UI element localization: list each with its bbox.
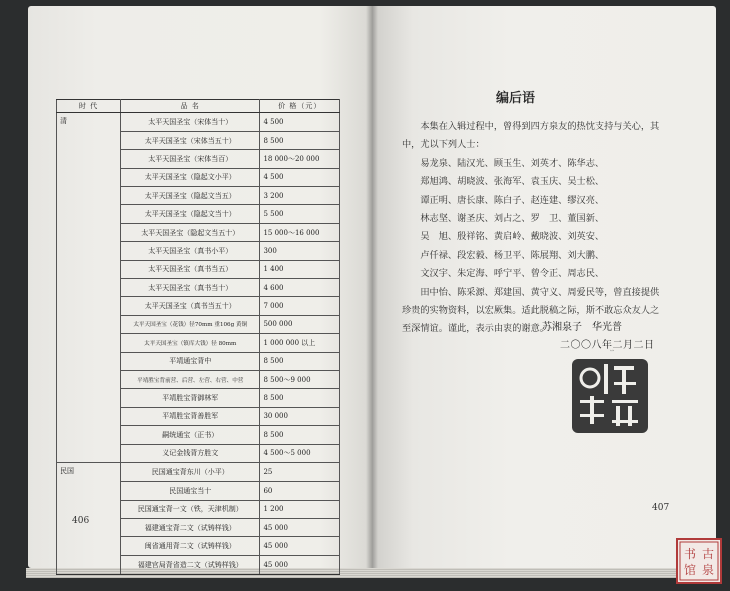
cell-price: 8 500 (260, 352, 340, 370)
seal-text: 华光普印 (610, 351, 614, 352)
afterword-line: 中，尤以下列人士： (402, 139, 485, 151)
cell-name: 闽省通用背二文（试铸样钱） (121, 537, 260, 555)
cell-era (57, 260, 121, 278)
cell-era (57, 426, 121, 444)
cell-era (57, 205, 121, 223)
cell-price: 1 200 (260, 500, 340, 518)
cell-price: 3 200 (260, 187, 340, 205)
cell-name: 太平天国圣宝（隐起文当五） (121, 187, 260, 205)
header-price: 价 格（元） (260, 100, 340, 113)
cell-era (57, 444, 121, 463)
cell-price: 8 500 (260, 131, 340, 149)
cell-price: 5 500 (260, 205, 340, 223)
cell-price: 45 000 (260, 537, 340, 555)
afterword-line: 珍贵的实物资料，以宏厥集。适此脱稿之际，斯不敢忘众友人之 (402, 305, 660, 317)
cell-price: 500 000 (260, 315, 340, 333)
table-row (57, 205, 340, 223)
header-name: 品 名 (121, 100, 260, 113)
book-gutter (366, 6, 378, 568)
cell-price: 15 000～16 000 (260, 223, 340, 241)
table-row (57, 537, 340, 555)
table-row (57, 352, 340, 370)
cell-era (57, 334, 121, 352)
afterword-title: 编后语 (496, 91, 536, 106)
signature-date: 二〇〇八年二月二日 (560, 340, 655, 351)
table-row (57, 260, 340, 278)
cell-era (57, 242, 121, 260)
table-row (57, 242, 340, 260)
afterword-line: 田中怡、陈采源、郑建国、黄守义、周爱民等，曾直接提供 (402, 286, 660, 298)
afterword-line: 谭正明、唐长康、陈白子、赵连建、缪汉亮、 (402, 194, 605, 206)
table-row (57, 187, 340, 205)
cell-name: 平靖胜宝背善胜军 (121, 407, 260, 425)
afterword-line: 本集在入辑过程中，曾得到四方泉友的热忱支持与关心，其 (402, 121, 660, 132)
cell-era (57, 315, 121, 333)
cell-name: 太平天国圣宝（真书当十） (121, 279, 260, 297)
cell-era: 民国 (57, 463, 121, 482)
cell-era (57, 187, 121, 205)
author-seal (570, 351, 650, 436)
table-row (57, 370, 340, 388)
table-row (57, 555, 340, 574)
cell-price: 18 000～20 000 (260, 150, 340, 168)
cell-name: 太平天国圣宝（宋体当十） (121, 113, 260, 132)
cell-name: 嗣统通宝（正书） (121, 426, 260, 444)
cell-name: 民国通宝背东川（小平） (121, 463, 260, 482)
afterword-line: 郑旭鸿、胡晓波、张海军、袁玉庆、吴士松、 (402, 176, 605, 188)
table-row (57, 113, 340, 132)
table-row (57, 389, 340, 407)
cell-price: 300 (260, 242, 340, 260)
cell-price: 45 000 (260, 519, 340, 537)
cell-name: 平靖通宝背中 (121, 352, 260, 370)
svg-text:泉: 泉 (701, 563, 715, 577)
table-row (57, 150, 340, 168)
cell-price: 4 600 (260, 279, 340, 297)
cell-price: 8 500 (260, 426, 340, 444)
cell-name: 义记金钱背方胜文 (121, 444, 260, 463)
cell-era (57, 131, 121, 149)
cell-price: 1 400 (260, 260, 340, 278)
cell-price: 25 (260, 463, 340, 482)
table-row (57, 407, 340, 425)
cell-price: 45 000 (260, 555, 340, 574)
cell-era (57, 223, 121, 241)
cell-price: 7 000 (260, 297, 340, 315)
watermark-stamp (676, 538, 722, 584)
page-number-left: 406 (72, 516, 90, 526)
cell-era (57, 352, 121, 370)
table-row (57, 279, 340, 297)
cell-name: 福建通宝背二文（试铸样钱） (121, 519, 260, 537)
page-number-right: 407 (652, 503, 670, 513)
afterword-line: 文汉宇、朱定海、呼宁平、曾令正、周志民、 (402, 268, 605, 280)
cell-era (57, 279, 121, 297)
cell-name: 太平天国圣宝（隐起文当十） (121, 205, 260, 223)
cell-name: 民国通宝背一文（铁，天津机制） (121, 500, 260, 518)
table-row (57, 426, 340, 444)
afterword-line: 至深情谊。谨此，表示由衷的谢意。 (402, 323, 549, 335)
cell-name: 太平天国圣宝（真书当五十） (121, 297, 260, 315)
table-row (57, 463, 340, 482)
cell-price: 8 500～9 000 (260, 370, 340, 388)
table-row (57, 131, 340, 149)
cell-price: 30 000 (260, 407, 340, 425)
cell-era (57, 389, 121, 407)
cell-name: 太平天国圣宝（隐起文当五十） (121, 223, 260, 241)
cell-era (57, 150, 121, 168)
cell-era: 清 (57, 113, 121, 132)
afterword-body (402, 118, 668, 339)
svg-text:馆: 馆 (683, 563, 697, 577)
table-row (57, 500, 340, 518)
table-row (57, 519, 340, 537)
cell-price: 8 500 (260, 389, 340, 407)
table-header-row (57, 100, 340, 113)
cell-era (57, 537, 121, 555)
cell-name: 太平天国圣宝（宋体当五十） (121, 131, 260, 149)
afterword-line: 吴 旭、殷祥铭、黄启岭、戴晓波、刘英安、 (402, 231, 605, 243)
cell-name: 太平天国圣宝（花钱）径70mm 重106g 黄铜 (121, 315, 260, 333)
price-table (56, 99, 340, 575)
afterword-line: 林志坚、谢圣庆、刘占之、罗 卫、董国新、 (402, 213, 605, 225)
cell-price: 4 500～5 000 (260, 444, 340, 463)
cell-era (57, 168, 121, 186)
header-era: 时 代 (57, 100, 121, 113)
cell-era (57, 297, 121, 315)
svg-text:书: 书 (683, 547, 697, 561)
cell-name: 太平天国圣宝（真书小平） (121, 242, 260, 260)
cell-price: 1 000 000 以上 (260, 334, 340, 352)
table-row (57, 223, 340, 241)
cell-price: 4 500 (260, 113, 340, 132)
cell-name: 平靖胜宝背前营、后营、左营、右营、中营 (121, 370, 260, 388)
cell-era (57, 555, 121, 574)
cell-era (57, 370, 121, 388)
cell-era (57, 407, 121, 425)
table-row (57, 168, 340, 186)
cell-name: 太平天国圣宝（真书当五） (121, 260, 260, 278)
afterword-line: 卢仟禄、段宏毅、杨卫平、陈展翔、刘大鹏、 (402, 249, 605, 261)
table-row (57, 297, 340, 315)
afterword-line: 易龙泉、陆汉光、顾玉生、刘英才、陈华志、 (402, 157, 605, 169)
cell-name: 民国通宝当十 (121, 482, 260, 500)
cell-name: 太平天国圣宝（宋体当百） (121, 150, 260, 168)
cell-price: 4 500 (260, 168, 340, 186)
svg-text:古: 古 (701, 547, 715, 561)
cell-name: 太平天国圣宝（隐起文小平） (121, 168, 260, 186)
cell-price: 60 (260, 482, 340, 500)
table-row (57, 315, 340, 333)
cell-name: 平靖胜宝背御林军 (121, 389, 260, 407)
table-row (57, 482, 340, 500)
signature-name: 苏湘泉子 华光普 (542, 322, 622, 333)
cell-name: 福建官局背省造二文（试铸样钱） (121, 555, 260, 574)
cell-name: 太平天国圣宝（镇库大钱）径 80mm (121, 334, 260, 352)
cell-era (57, 482, 121, 500)
table-row (57, 444, 340, 463)
table-row (57, 334, 340, 352)
table-body (57, 113, 340, 575)
